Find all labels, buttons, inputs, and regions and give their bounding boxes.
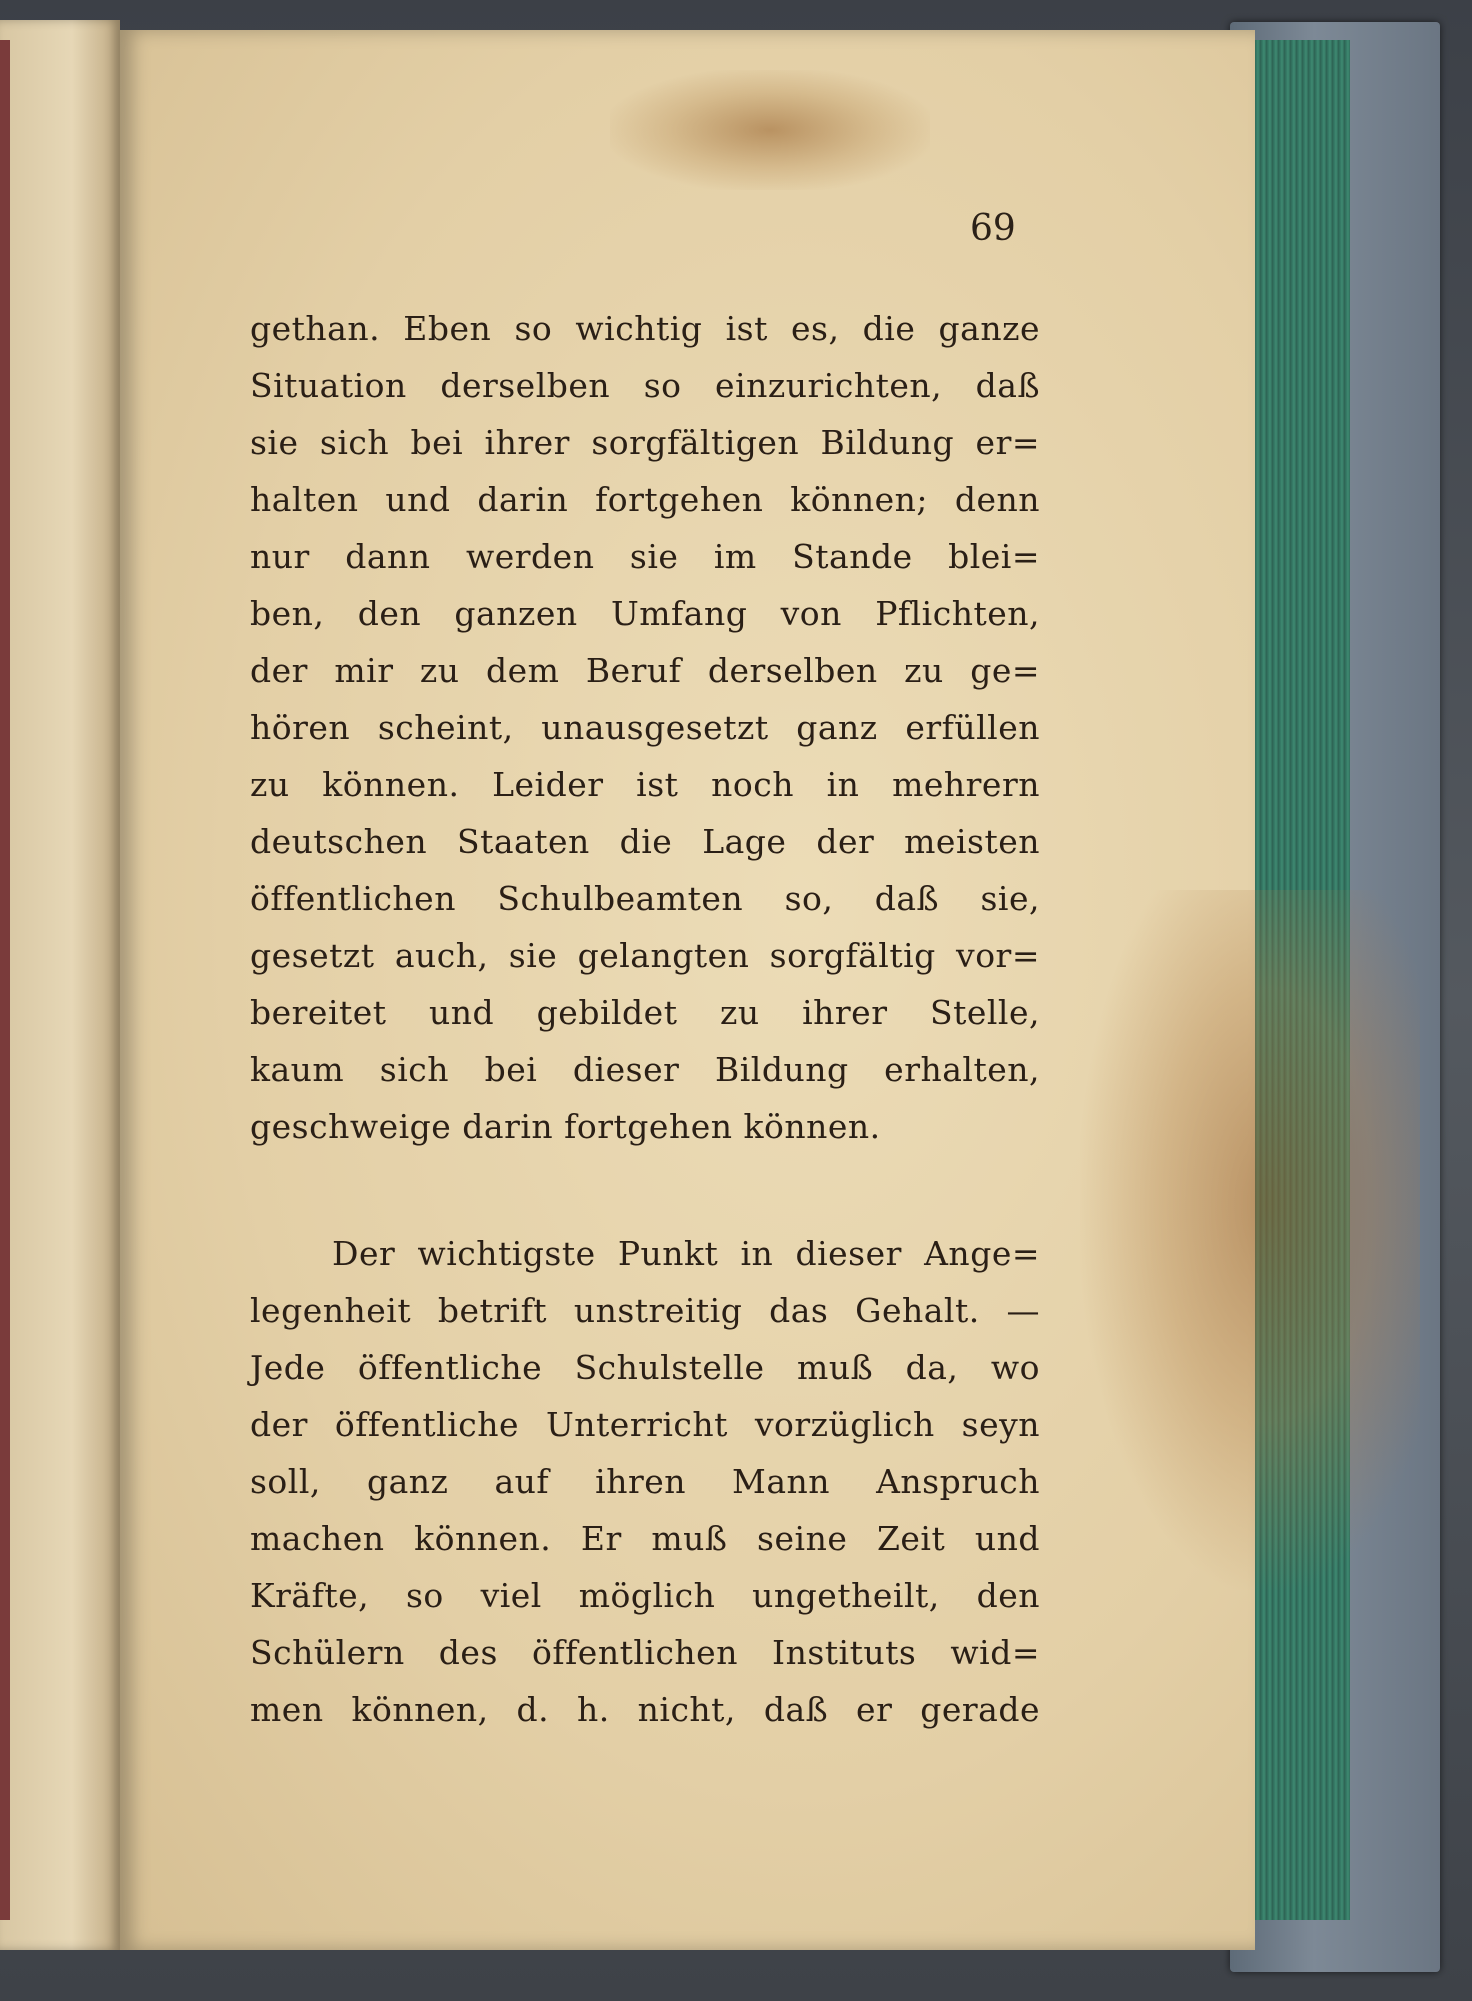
text-line: legenheit betrift unstreitig das Gehalt. — (250, 1291, 1040, 1330)
text-line: gesetzt auch, sie gelangten sorgfältig vor= (250, 936, 1040, 975)
page-number: 69 (970, 208, 1016, 249)
stain-top (610, 70, 930, 190)
left-page (0, 20, 120, 1950)
text-line: geschweige darin fortgehen können. (250, 1107, 881, 1146)
text-line: der öffentliche Unterricht vorzüglich seyn (250, 1405, 1040, 1444)
text-line: ben, den ganzen Umfang von Pflichten, (250, 594, 1040, 633)
text-line: zu können. Leider ist noch in mehrern (250, 765, 1040, 804)
paragraph-2 (250, 1225, 1040, 1738)
text-line: Jede öffentliche Schulstelle muß da, wo (250, 1348, 1040, 1387)
stain-right (1080, 890, 1420, 1590)
body-text (250, 300, 1040, 1738)
text-line: halten und darin fortgehen können; denn (250, 480, 1040, 519)
text-line: Schülern des öffentlichen Instituts wid= (250, 1633, 1040, 1672)
text-line: bereitet und gebildet zu ihrer Stelle, (250, 993, 1040, 1032)
text-line: soll, ganz auf ihren Mann Anspruch (250, 1462, 1040, 1501)
text-line: men können, d. h. nicht, daß er gerade (250, 1690, 1040, 1729)
paragraph-gap (250, 1155, 1040, 1225)
text-line: hören scheint, unausgesetzt ganz erfüllen (250, 708, 1040, 747)
text-line: sie sich bei ihrer sorgfältigen Bildung er= (250, 423, 1040, 462)
text-line: der mir zu dem Beruf derselben zu ge= (250, 651, 1040, 690)
text-line: machen können. Er muß seine Zeit und (250, 1519, 1040, 1558)
text-line: öffentlichen Schulbeamten so, daß sie, (250, 879, 1040, 918)
text-line: kaum sich bei dieser Bildung erhalten, (250, 1050, 1040, 1089)
text-line: Der wichtigste Punkt in dieser Ange= (332, 1234, 1040, 1273)
text-line: gethan. Eben so wichtig ist es, die ganze (250, 309, 1040, 348)
text-line: nur dann werden sie im Stande blei= (250, 537, 1040, 576)
left-cover-edge (0, 40, 10, 1920)
paragraph-1 (250, 300, 1040, 1155)
text-line: Kräfte, so viel möglich ungetheilt, den (250, 1576, 1040, 1615)
text-line: Situation derselben so einzurichten, daß (250, 366, 1040, 405)
text-line: deutschen Staaten die Lage der meisten (250, 822, 1040, 861)
